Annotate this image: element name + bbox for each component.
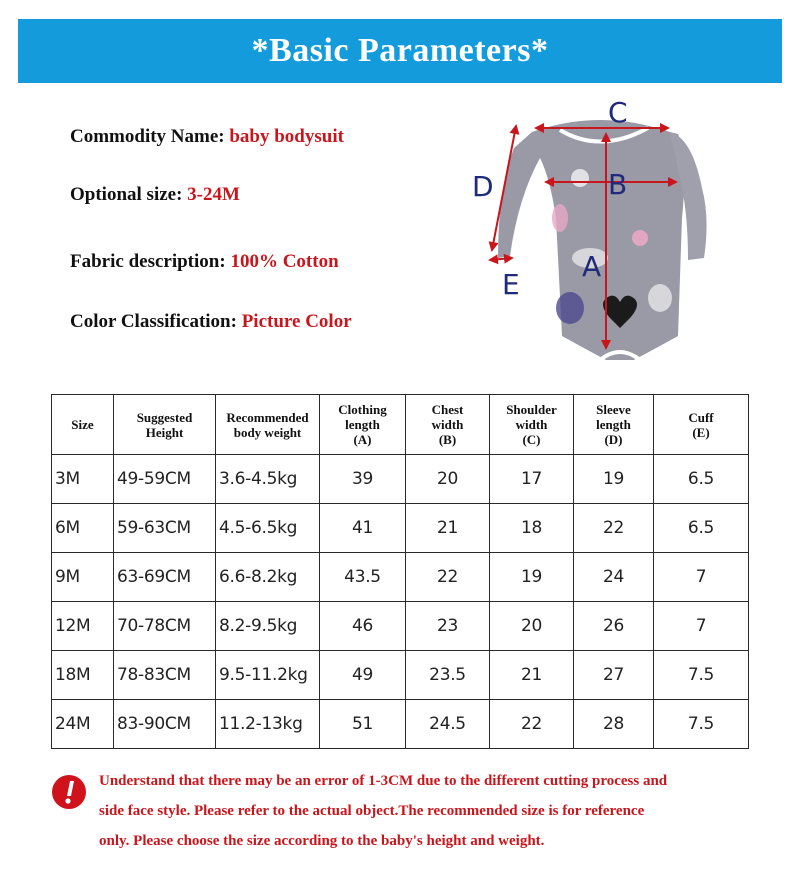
column-header (406, 395, 490, 455)
page-title: *Basic Parameters* (251, 32, 549, 69)
table-cell: 70-78CM (114, 602, 216, 651)
table-cell: 22 (490, 700, 574, 749)
param-label: Color Classification: (70, 311, 237, 332)
table-cell: 39 (320, 455, 406, 504)
table-cell: 43.5 (320, 553, 406, 602)
table-row (52, 504, 749, 553)
label-c: C (608, 98, 628, 129)
column-header-text: width (431, 417, 464, 432)
print-animal-icon (556, 292, 584, 324)
header-banner (18, 19, 782, 83)
table-cell: 4.5-6.5kg (216, 504, 320, 553)
column-header-text: Recommended (226, 409, 309, 425)
table-cell: 59-63CM (114, 504, 216, 553)
table-cell: 17 (490, 455, 574, 504)
column-header (52, 395, 114, 455)
column-header (114, 395, 216, 455)
table-cell: 49 (320, 651, 406, 700)
table-cell: 6.5 (654, 455, 749, 504)
label-b: B (608, 168, 628, 201)
exclamation-icon (51, 774, 87, 810)
table-cell: 11.2-13kg (216, 700, 320, 749)
table-cell: 7 (654, 602, 749, 651)
label-a: A (582, 250, 602, 283)
param-value: baby bodysuit (229, 126, 344, 147)
table-cell: 7.5 (654, 700, 749, 749)
table-cell: 22 (406, 553, 490, 602)
bodysuit-icon (498, 120, 684, 360)
print-dot-icon (632, 230, 648, 246)
param-fabric-description (70, 251, 339, 273)
table-cell: 21 (406, 504, 490, 553)
table-cell: 51 (320, 700, 406, 749)
column-header-text: (B) (438, 432, 457, 447)
column-header-text: Cuff (688, 409, 714, 425)
note-line: Understand that there may be an error of 1-3CM due to the different cutting process and (99, 773, 668, 789)
column-header-text: Clothing (338, 402, 387, 417)
table-header-row (52, 395, 749, 455)
table-cell: 24.5 (406, 700, 490, 749)
column-header-text: Height (145, 424, 184, 440)
table-cell: 7 (654, 553, 749, 602)
bodysuit-measurement-diagram (470, 98, 790, 370)
table-cell: 20 (406, 455, 490, 504)
column-header-text: body weight (233, 424, 302, 440)
table-cell: 78-83CM (114, 651, 216, 700)
table-cell: 3M (52, 455, 114, 504)
param-value: 100% Cotton (230, 251, 339, 272)
column-header (216, 395, 320, 455)
print-animal-icon (552, 204, 568, 232)
column-header-text: (E) (692, 424, 710, 440)
param-label: Fabric description: (70, 251, 226, 272)
table-cell: 12M (52, 602, 114, 651)
label-d: D (472, 170, 494, 203)
print-animal-icon (648, 284, 672, 312)
column-header-text: Size (71, 417, 94, 432)
param-label: Optional size: (70, 184, 183, 205)
note-line: side face style. Please refer to the actual object.The recommended size is for reference (99, 803, 645, 819)
column-header-text: (A) (353, 432, 372, 447)
table-cell: 7.5 (654, 651, 749, 700)
param-color-classification (70, 311, 352, 333)
table-body (52, 455, 749, 749)
table-row (52, 553, 749, 602)
table-cell: 19 (574, 455, 654, 504)
table-cell: 9M (52, 553, 114, 602)
table-cell: 19 (490, 553, 574, 602)
column-header (654, 395, 749, 455)
table-cell: 9.5-11.2kg (216, 651, 320, 700)
table-cell: 23 (406, 602, 490, 651)
table-cell: 6.6-8.2kg (216, 553, 320, 602)
table-cell: 8.2-9.5kg (216, 602, 320, 651)
table-row (52, 700, 749, 749)
column-header-text: Suggested (136, 409, 193, 425)
table-cell: 26 (574, 602, 654, 651)
column-header-text: (C) (522, 432, 541, 447)
column-header-text: Shoulder (506, 402, 557, 417)
table-cell: 22 (574, 504, 654, 553)
table-cell: 24M (52, 700, 114, 749)
table-row (52, 455, 749, 504)
table-cell: 20 (490, 602, 574, 651)
param-commodity-name (70, 126, 344, 148)
column-header (320, 395, 406, 455)
column-header-text: length (345, 417, 380, 432)
table-cell: 3.6-4.5kg (216, 455, 320, 504)
table-cell: 6M (52, 504, 114, 553)
column-header (490, 395, 574, 455)
param-optional-size (70, 184, 240, 206)
column-header-text: Sleeve (596, 402, 631, 417)
param-label: Commodity Name: (70, 126, 225, 147)
size-chart-table (51, 394, 749, 749)
note-line: only. Please choose the size according to the baby's height and weight. (99, 833, 545, 849)
size-disclaimer-note (99, 766, 789, 856)
table-cell: 83-90CM (114, 700, 216, 749)
table-row (52, 651, 749, 700)
column-header-text: length (596, 417, 631, 432)
table-cell: 46 (320, 602, 406, 651)
table-cell: 63-69CM (114, 553, 216, 602)
table-cell: 27 (574, 651, 654, 700)
table-cell: 28 (574, 700, 654, 749)
table-cell: 24 (574, 553, 654, 602)
table-cell: 18 (490, 504, 574, 553)
column-header-text: width (515, 417, 548, 432)
table-cell: 21 (490, 651, 574, 700)
print-dot-icon (571, 169, 589, 187)
param-value: Picture Color (241, 311, 352, 332)
label-e: E (502, 268, 520, 301)
table-cell: 41 (320, 504, 406, 553)
column-header-text: Chest (431, 402, 464, 417)
table-cell: 18M (52, 651, 114, 700)
param-value: 3-24M (187, 184, 240, 205)
measure-arrow-e (490, 258, 512, 260)
table-cell: 49-59CM (114, 455, 216, 504)
table-row (52, 602, 749, 651)
column-header-text: (D) (604, 432, 623, 447)
table-cell: 6.5 (654, 504, 749, 553)
column-header (574, 395, 654, 455)
table-cell: 23.5 (406, 651, 490, 700)
